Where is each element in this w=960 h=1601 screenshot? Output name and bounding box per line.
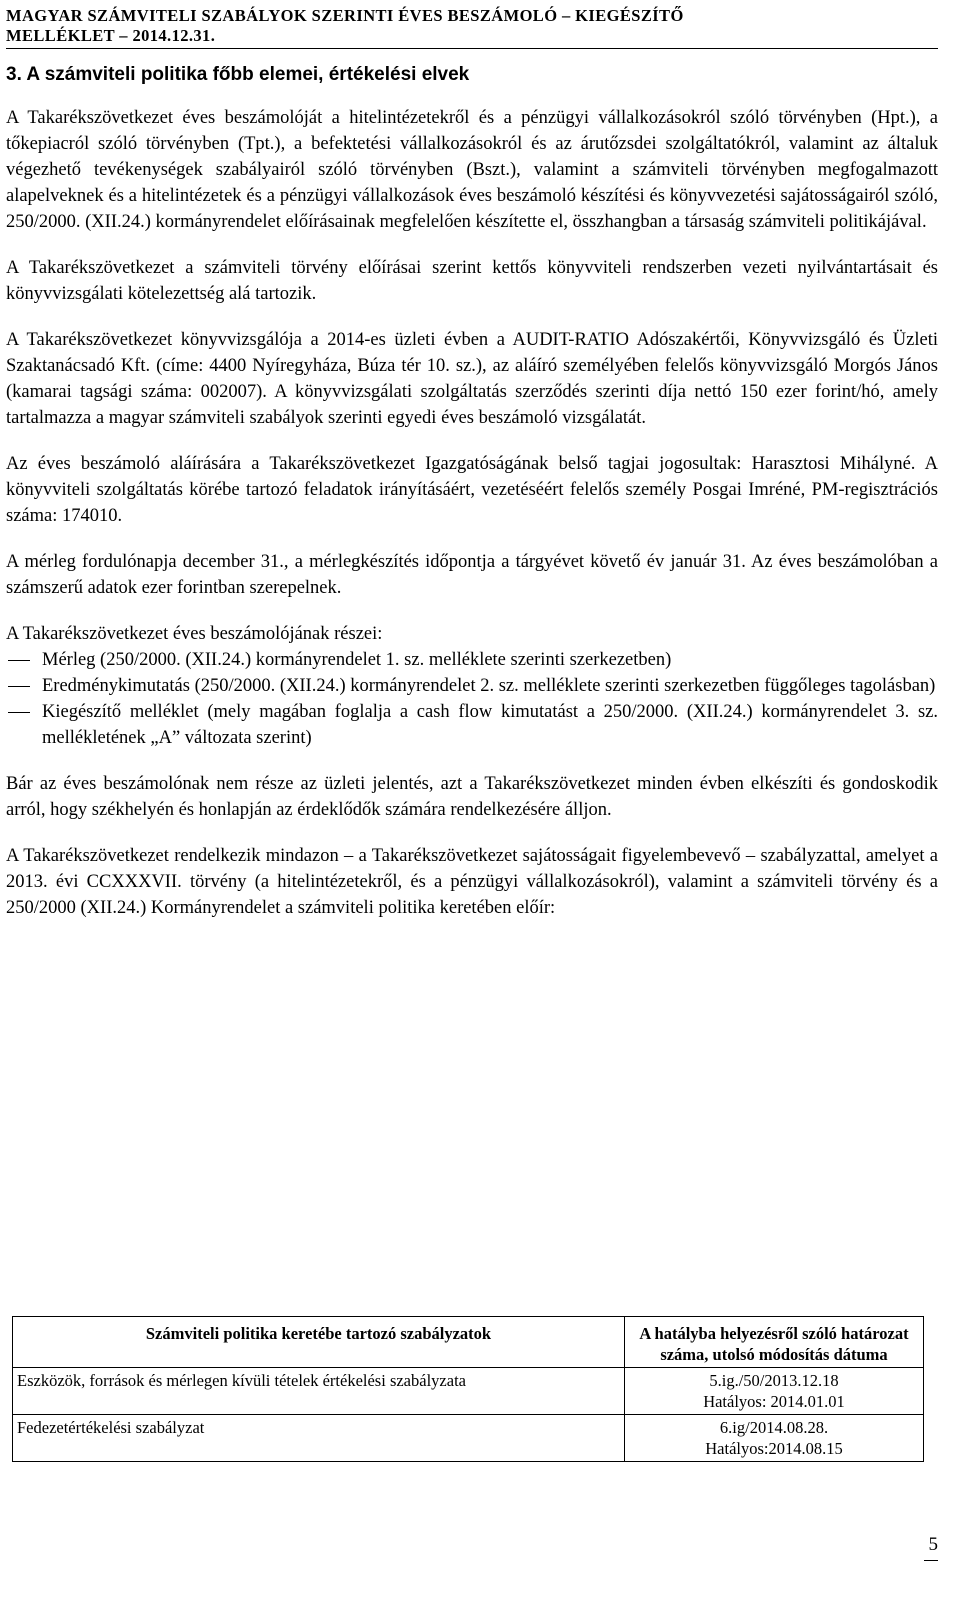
- document-header: [6, 0, 938, 46]
- page-number-rule: [924, 1560, 938, 1561]
- resolution-ref: 6.ig/2014.08.28.: [719, 1418, 829, 1437]
- table-cell-resolution: [625, 1368, 924, 1415]
- table-cell-regulation: Eszközök, források és mérlegen kívüli tételek értékelési szabályzata: [13, 1368, 625, 1415]
- table-cell-resolution: [625, 1415, 924, 1462]
- header-rule: [6, 48, 938, 49]
- table-header-row: [13, 1317, 924, 1368]
- list-item: Mérleg (250/2000. (XII.24.) kormányrendelet 1. sz. melléklete szerinti szerkezetben): [6, 647, 938, 673]
- resolution-ref: 5.ig./50/2013.12.18: [709, 1371, 839, 1390]
- section-title: 3. A számviteli politika főbb elemei, értékelési elvek: [6, 64, 470, 85]
- paragraph-regulations: A Takarékszövetkezet rendelkezik mindazon – a Takarékszövetkezet sajátosságait figyelembevevő – szabályzattal, amelyet a 2013. évi CCXXXVII. törvény (a hitelintézetekről, és a pénzügyi vállalkozásokról), valamint a számviteli törvény és a 250/2000 (XII.24.) Kormányrendelet a számviteli politika keretében előír:: [6, 846, 938, 918]
- table-row: [13, 1368, 924, 1415]
- paragraph-auditor: A Takarékszövetkezet könyvvizsgálója a 2014-es üzleti évben a AUDIT-RATIO Adószakértői, Könyvvizsgáló és Üzleti Szaktanácsadó Kft. (címe: 4400 Nyíregyháza, Búza tér 10. sz.), az aláíró személyében felelős könyvvizsgáló Morgós János (kamarai tagsági száma: 002007). A könyvvizsgálati szolgáltatás szerződés szerinti díja nettó 150 ezer forint/hó, amely tartalmazza a magyar számviteli szabályok szerinti egyedi éves beszámoló vizsgálatát.: [6, 330, 938, 428]
- resolution-effective: Hatályos: 2014.01.01: [703, 1392, 845, 1411]
- resolution-effective: Hatályos:2014.08.15: [705, 1439, 843, 1458]
- paragraph-business-report: Bár az éves beszámolónak nem része az üzleti jelentés, azt a Takarékszövetkezet minden évben elkészíti és gondoskodik arról, hogy székhelyén és honlapján az érdeklődők számára rendelkezésére álljon.: [6, 774, 938, 820]
- header-line-2: MELLÉKLET – 2014.12.31.: [6, 26, 216, 45]
- paragraph-balance-date: A mérleg fordulónapja december 31., a mérlegkészítés időpontja a tárgyévet követő év január 31. Az éves beszámolóban a számszerű adatok ezer forintban szerepelnek.: [6, 552, 938, 598]
- page-number: 5: [928, 1534, 938, 1555]
- document-page: [6, 0, 938, 921]
- paragraph-signatories: Az éves beszámoló aláírására a Takarékszövetkezet Igazgatóságának belső tagjai jogosultak: Harasztosi Mihályné. A könyvviteli szolgáltatás körébe tartozó feladatok irányításáért, vezetéséért felelős személy Posgai Imréné, PM-regisztrációs száma: 174010.: [6, 454, 938, 526]
- list-item: Eredménykimutatás (250/2000. (XII.24.) kormányrendelet 2. sz. melléklete szerinti szerkezetben függőleges tagolásban): [6, 673, 938, 699]
- table-header-regulation: Számviteli politika keretébe tartozó szabályzatok: [13, 1317, 625, 1368]
- paragraph-accounting-basis: A Takarékszövetkezet éves beszámolóját a hitelintézetekről és a pénzügyi vállalkozásokról szóló törvényben (Hpt.), a tőkepiacról szóló törvényben (Tpt.), a befektetési vállalkozásokról és az árutőzsdei szolgáltatókról, valamint az általuk végezhető tevékenységek szabályairól szóló törvényben (Bszt.), valamint a számviteli törvényben megfogalmazott alapelveknek és a hitelintézetek és a pénzügyi vállalkozások éves beszámoló készítési és könyvvezetési sajátosságairól szóló, 250/2000. (XII.24.) kormányrendelet előírásainak megfelelően készítette el, összhangban a társaság számviteli politikájával.: [6, 108, 938, 232]
- paragraph-double-entry: A Takarékszövetkezet a számviteli törvény előírásai szerint kettős könyvviteli rendszerben vezeti nyilvántartásait és könyvvizsgálati kötelezettség alá tartozik.: [6, 258, 938, 304]
- report-parts-list: [6, 647, 938, 751]
- table-cell-regulation: Fedezetértékelési szabályzat: [13, 1415, 625, 1462]
- regulations-table: [12, 1316, 924, 1462]
- table-row: [13, 1415, 924, 1462]
- list-item: Kiegészítő melléklet (mely magában foglalja a cash flow kimutatást a 250/2000. (XII.24.) kormányrendelet 3. sz. mellékletének „A” változata szerint): [6, 699, 938, 751]
- header-line-1: MAGYAR SZÁMVITELI SZABÁLYOK SZERINTI ÉVES BESZÁMOLÓ – KIEGÉSZÍTŐ: [6, 6, 684, 25]
- paragraph-report-parts: A Takarékszövetkezet éves beszámolójának részei:: [6, 624, 383, 644]
- table-header-resolution: A hatályba helyezésről szóló határozat száma, utolsó módosítás dátuma: [625, 1317, 924, 1368]
